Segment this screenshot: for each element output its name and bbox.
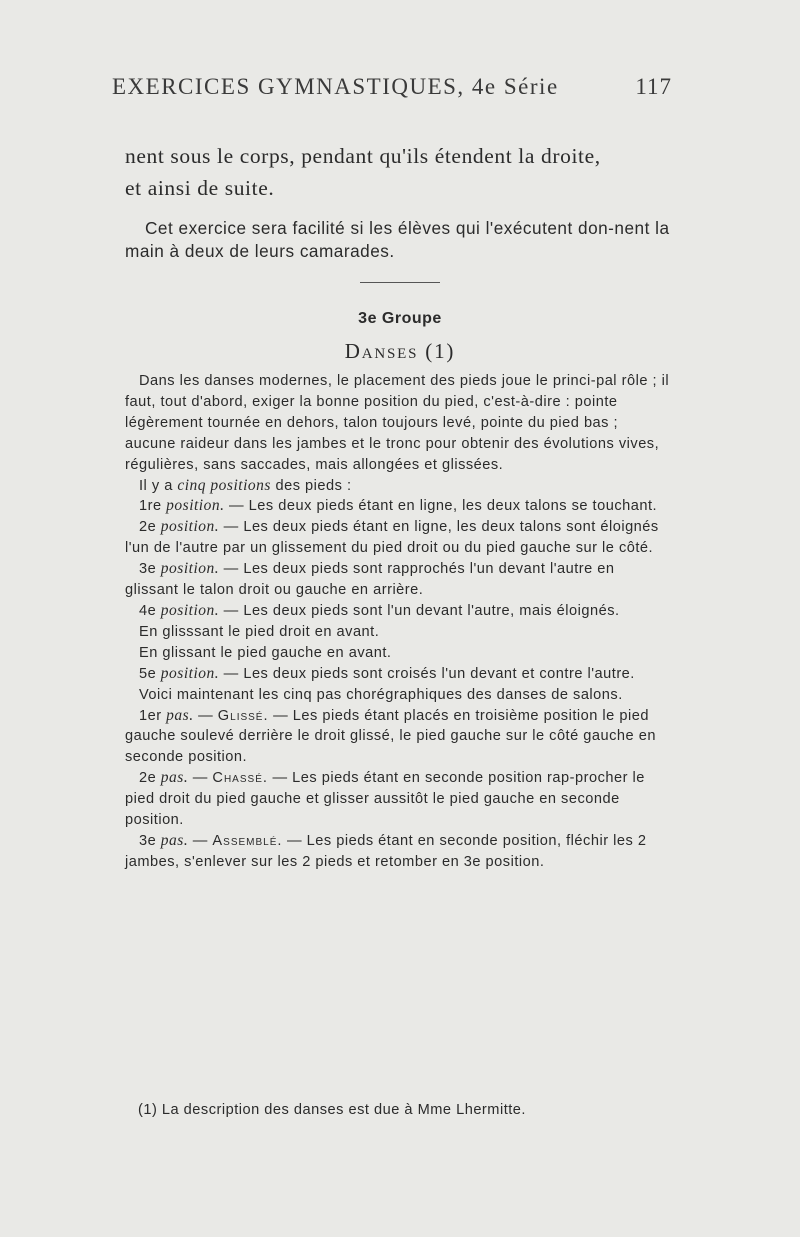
page-number: 117 — [635, 74, 672, 99]
intro-paragraph: Dans les danses modernes, le placement des pieds joue le princi-pal rôle ; il faut, tout d'abord, exiger la bonne position du pied, c'est-à-dire : pointe légèrement tournée en dehors, talon toujours levé, pointe du pied bas ; aucune raideur dans les jambes et le tronc pour obtenir des évolutions vives, régulières, sans saccades, mais allongées et glissées. — [125, 373, 670, 473]
five-positions-line: Il y a cinq positions des pieds : — [139, 476, 352, 494]
exercise-note: Cet exercice sera facilité si les élèves qui l'exécutent don-nent la main à deux de leurs camarades. — [125, 218, 670, 261]
lead-line: et ainsi de suite. — [125, 176, 275, 200]
running-head — [112, 74, 672, 100]
footnote: (1) La description des danses est due à Mme Lhermitte. — [138, 1102, 526, 1118]
position-5: 5e position. — Les deux pieds sont croisés l'un devant et contre l'autre. — [139, 664, 635, 682]
position-4: 4e position. — Les deux pieds sont l'un devant l'autre, mais éloignés. — [139, 601, 620, 619]
steps-intro: Voici maintenant les cinq pas chorégraphiques des danses de salons. — [139, 686, 623, 703]
body-text — [125, 371, 670, 873]
lead-paragraph — [125, 140, 670, 204]
position-3: 3e position. — Les deux pieds sont rapprochés l'un devant l'autre en glissant le talon droit ou gauche en arrière. — [125, 560, 615, 599]
lead-line: nent sous le corps, pendant qu'ils étendent la droite, — [125, 144, 601, 168]
group-title: 3e Groupe — [358, 310, 442, 327]
step-1: 1er pas. — Glissé. — Les pieds étant placés en troisième position le pied gauche soulevé derrière le droit glissé, le pied gauche sur le côté gauche en seconde position. — [125, 706, 656, 766]
step-2: 2e pas. — Chassé. — Les pieds étant en seconde position rap-procher le pied droit du pied gauche et glisser aussitôt le pied gauche en seconde position. — [125, 769, 645, 829]
position-1: 1re position. — Les deux pieds étant en ligne, les deux talons se touchant. — [139, 497, 658, 515]
running-head-title: EXERCICES GYMNASTIQUES, 4e Série — [112, 74, 559, 99]
section-divider — [360, 282, 440, 283]
slide-right-line: En glisssant le pied droit en avant. — [139, 623, 380, 640]
section-heading: Danses (1) — [344, 339, 456, 363]
step-3: 3e pas. — Assemblé. — Les pieds étant en seconde position, fléchir les 2 jambes, s'enlever sur les 2 pieds et retomber en 3e position. — [125, 831, 647, 870]
slide-left-line: En glissant le pied gauche en avant. — [139, 644, 392, 661]
position-2: 2e position. — Les deux pieds étant en ligne, les deux talons sont éloignés l'un de l'autre par un glissement du pied droit ou du pied gauche sur le côté. — [125, 518, 659, 557]
